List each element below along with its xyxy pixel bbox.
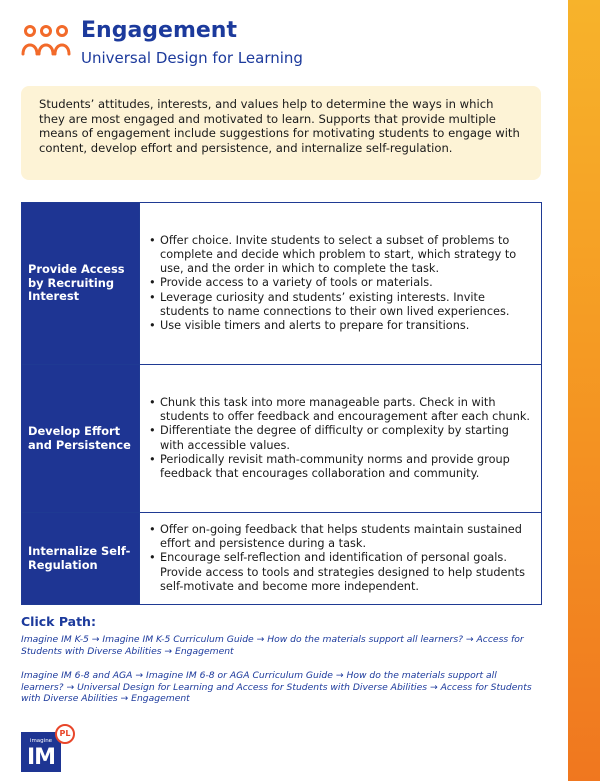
table-row: [22, 365, 542, 513]
imagine-im-logo: [21, 724, 101, 772]
list-item: • Offer choice. Invite students to select a subset of problems to complete and decide which problem to start, which strategy to use, and the order in which to complete the task.: [148, 234, 535, 277]
intro-callout: [21, 86, 541, 180]
row-label: Develop Effort and Persistence: [22, 365, 140, 513]
list-item: • Differentiate the degree of difficulty or complexity by starting with accessible values.: [148, 424, 535, 452]
table-row: [22, 203, 542, 365]
list-item: • Leverage curiosity and students’ existing interests. Invite students to name connections to their own lived experiences.: [148, 291, 535, 319]
bullet-list: [148, 396, 535, 481]
list-item: • Encourage self-reflection and identification of personal goals. Provide access to tools and strategies designed to help students self-motivate and become more independent.: [148, 551, 535, 594]
list-item: • Periodically revisit math-community norms and provide group feedback that encourages collaboration and community.: [148, 453, 535, 481]
list-item: • Chunk this task into more manageable parts. Check in with students to offer feedback and encouragement after each chunk.: [148, 396, 535, 424]
logo-small-text: imagine: [29, 738, 53, 744]
click-path-title: Click Path:: [21, 614, 96, 629]
row-content: [140, 513, 542, 605]
page-title: Engagement: [81, 18, 237, 43]
click-path-6-8: Imagine IM 6-8 and AGA → Imagine IM 6-8 or AGA Curriculum Guide → How do the materials support all learners? → Universal Design for Learning and Access for Students with Diverse Abilities → Access for Students with Diverse Abilities → Engagement: [21, 670, 532, 705]
row-label: Internalize Self-Regulation: [22, 513, 140, 605]
pl-badge: PL: [55, 724, 75, 744]
logo-big-text: IM: [26, 745, 56, 770]
row-label: Provide Access by Recruiting Interest: [22, 203, 140, 365]
list-item: • Offer on-going feedback that helps students maintain sustained effort and persistence during a task.: [148, 523, 535, 551]
bullet-list: [148, 523, 535, 594]
bullet-list: [148, 234, 535, 333]
click-path-k5: Imagine IM K-5 → Imagine IM K-5 Curriculum Guide → How do the materials support all learners? → Access for Students with Diverse Abilities → Engagement: [21, 634, 524, 657]
row-content: [140, 365, 542, 513]
table-row: [22, 513, 542, 605]
orange-side-bar: [568, 0, 600, 781]
row-content: [140, 203, 542, 365]
list-item: • Provide access to a variety of tools or materials.: [148, 276, 535, 290]
page-subtitle: Universal Design for Learning: [81, 49, 303, 67]
people-group-icon: [21, 24, 71, 58]
page-header: [21, 14, 541, 70]
list-item: • Use visible timers and alerts to prepare for transitions.: [148, 319, 535, 333]
udl-supports-table: [21, 202, 542, 605]
intro-text: Students’ attitudes, interests, and values help to determine the ways in which they are most engaged and motivated to learn. Supports that provide multiple means of engagement include suggestions for motivating students to engage with content, develop effort and persistence, and internalize self-regulation.: [39, 97, 520, 155]
